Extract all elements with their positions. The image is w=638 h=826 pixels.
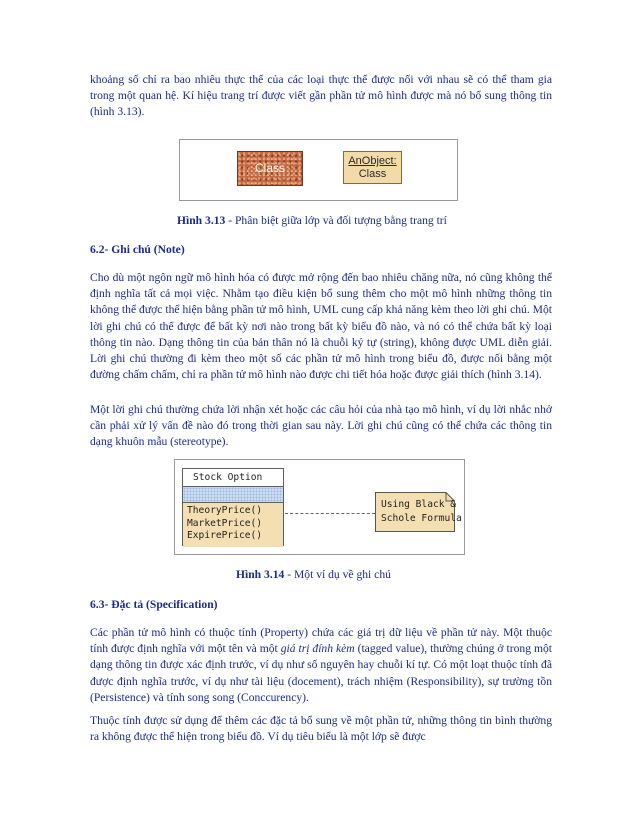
note-line: Schole Formula bbox=[381, 513, 462, 524]
uml-class-name: Stock Option bbox=[183, 469, 283, 487]
section-6-2-heading: 6.2- Ghi chú (Note) bbox=[90, 243, 185, 256]
section-6-3-paragraph-2: Thuộc tính được sử dụng để thêm các đặc tả bổ sung về một phần tử, những thông tin bình thường ra không được thể hiện trong biểu đồ. Ví dụ tiêu biểu là một lớp sẽ được bbox=[90, 714, 552, 744]
note-box bbox=[375, 492, 462, 532]
caption-text: - Một ví dụ về ghi chú bbox=[284, 568, 391, 581]
caption-text: - Phân biệt giữa lớp và đối tượng bằng trang trí bbox=[225, 214, 447, 227]
paragraph-text: Các phần tử mô hình có thuộc tính (Property) chứa các giá trị dữ liệu về phần tử này. Một thuộc tính được định nghĩa với một tên và một bbox=[90, 626, 552, 656]
section-6-3-heading: 6.3- Đặc tả (Specification) bbox=[90, 598, 218, 611]
class-notation-box bbox=[237, 151, 303, 186]
object-name: AnObject: bbox=[348, 155, 397, 167]
figure-3-13 bbox=[179, 139, 458, 201]
caption-label: Hình 3.13 bbox=[177, 214, 226, 227]
figure-3-14 bbox=[174, 459, 465, 555]
note-text bbox=[375, 492, 462, 532]
section-6-3-paragraph-1 bbox=[90, 625, 552, 706]
uml-operation: ExpirePrice() bbox=[187, 530, 263, 541]
class-label: Class bbox=[254, 161, 285, 176]
uml-operation: MarketPrice() bbox=[187, 517, 263, 529]
section-6-2-paragraph-2: Một lời ghi chú thường chứa lời nhận xét hoặc các câu hỏi của nhà tạo mô hình, ví dụ lời nhắc nhở cần phải xử lý vấn đề nào đó trong thời gian sau này. Lời ghi chú cũng có thể chứa các thông tin dạng khuôn mẫu (stereotype). bbox=[90, 403, 552, 449]
dashed-note-connector bbox=[285, 513, 375, 514]
figure-3-13-caption bbox=[177, 213, 447, 229]
emphasized-term: giá trị đính kèm bbox=[280, 642, 355, 656]
uml-operation: TheoryPrice() bbox=[187, 505, 263, 516]
note-line: Using Black & bbox=[381, 499, 457, 510]
uml-attributes-compartment bbox=[183, 487, 283, 503]
section-6-2-paragraph-1: Cho dù một ngôn ngữ mô hình hóa có được mở rộng đến bao nhiêu chăng nữa, nó cũng không thể định nghĩa tất cả mọi việc. Nhằm tạo điều kiện bổ sung thêm cho một mô hình những thông tin không thể được thể hiện bằng phần tử mô hình, UML cung cấp khả năng kèm theo lời ghi chú. Một lời ghi chú có thể được để bất kỳ nơi nào trong bất kỳ biểu đồ nào, và nó có thể chứa bất kỳ loại thông tin nào. Dạng thông tin của bản thân nó là chuỗi ký tự (string), không được UML diễn giải. Lời ghi chú thường đi kèm theo một số các phần tử mô hình trong biểu đồ, được nối bằng một đường chấm chấm, chỉ ra phần tử mô hình nào được chi tiết hóa hoặc được giải thích (hình 3.14). bbox=[90, 271, 552, 382]
figure-3-14-caption bbox=[236, 567, 391, 583]
object-notation-box bbox=[343, 151, 402, 184]
uml-class-box bbox=[182, 468, 284, 546]
caption-label: Hình 3.14 bbox=[236, 568, 285, 581]
intro-paragraph: khoảng số chỉ ra bao nhiêu thực thể của các loại thực thể được nối với nhau sẽ có thể tham gia trong một quan hệ. Kí hiệu trang trí được viết gần phần tử mô hình được mà nó bổ sung thông tin (hình 3.13). bbox=[90, 73, 552, 119]
uml-operations-compartment bbox=[183, 503, 283, 547]
object-class: Class bbox=[358, 168, 387, 180]
paragraph-text: (tagged value), thường chúng ở trong một dạng thông tin được xác định trước, ví dụ như số nguyên hay chuỗi kí tự. Có một loạt thuộc tính đã được định nghĩa trước, ví dụ như tài liệu (docement), trách nhiệm (Responsibility), sự trường tồn (Persistence) và tính song song (Conccurency). bbox=[90, 642, 552, 704]
